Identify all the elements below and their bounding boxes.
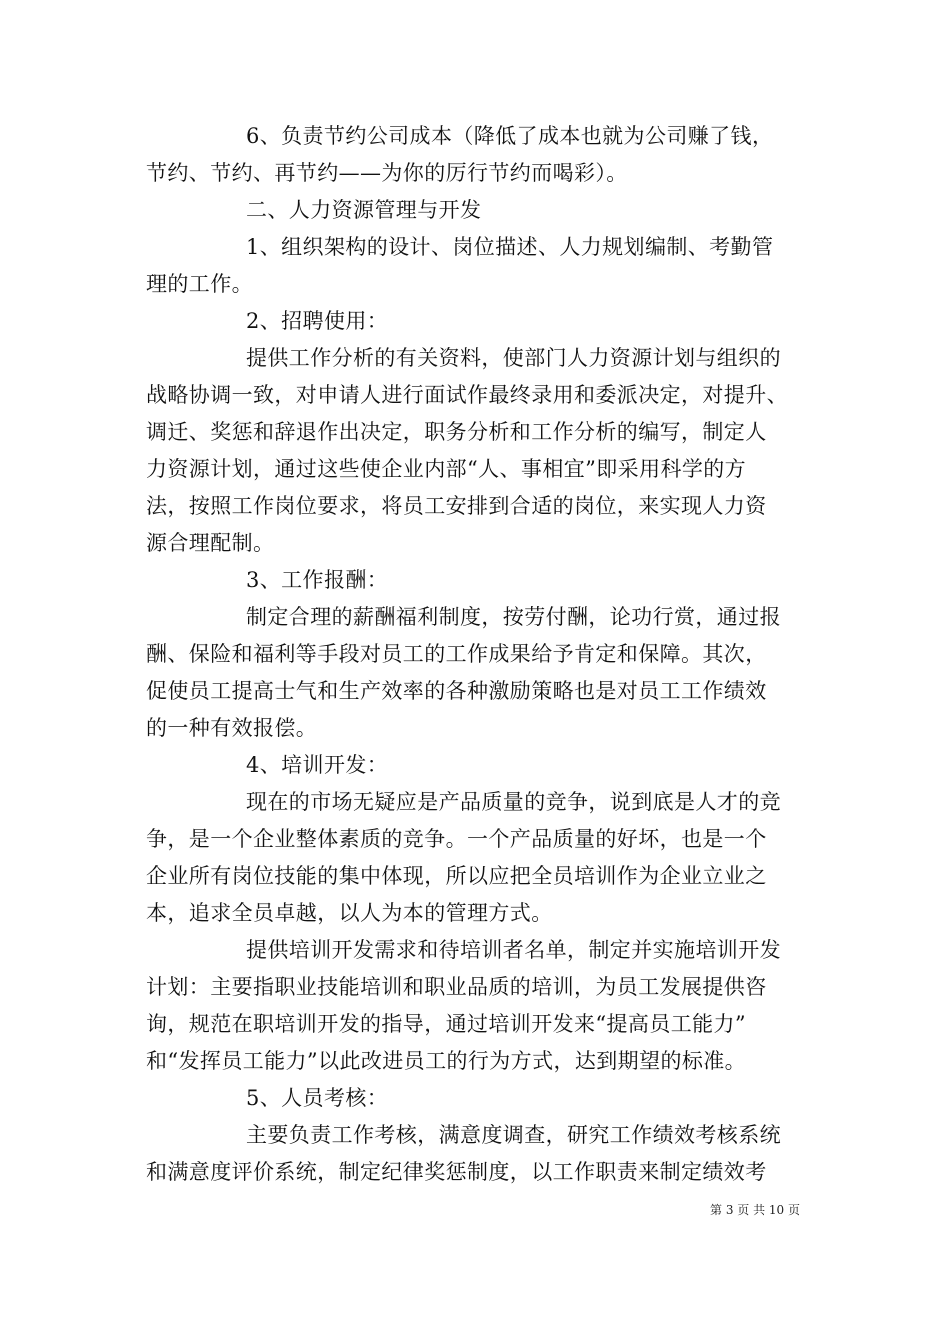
text-line: 提供工作分析的有关资料，使部门人力资源计划与组织的 [246,346,781,370]
text-line: 调迁、奖惩和辞退作出决定，职务分析和工作分析的编写，制定人 [146,420,767,444]
subheading: 3、工作报酬： [246,568,389,592]
text-line: 的一种有效报偿。 [146,716,318,740]
text-line: 计划：主要指职业技能培训和职业品质的培训，为员工发展提供咨 [146,975,767,999]
text-line: 节约、节约、再节约——为你的厉行节约而喝彩）。 [146,161,628,185]
subheading: 5、人员考核： [246,1086,389,1110]
text-line: 本，追求全员卓越，以人为本的管理方式。 [146,901,553,925]
text-line: 酬、保险和福利等手段对员工的工作成果给予肯定和保障。其次， [146,642,767,666]
text-line: 制定合理的薪酬福利制度，按劳付酬，论功行赏，通过报 [246,605,781,629]
text-line: 理的工作。 [146,272,253,296]
text-line: 6、负责节约公司成本（降低了成本也就为公司赚了钱， [246,124,774,148]
text-line: 力资源计划，通过这些使企业内部“人、事相宜”即采用科学的方 [146,457,747,481]
text-line: 1、组织架构的设计、岗位描述、人力规划编制、考勤管 [246,235,774,259]
text-line: 提供培训开发需求和待培训者名单，制定并实施培训开发 [246,938,781,962]
text-line: 企业所有岗位技能的集中体现，所以应把全员培训作为企业立业之 [146,864,767,888]
text-line: 源合理配制。 [146,531,275,555]
text-line: 促使员工提高士气和生产效率的各种激励策略也是对员工工作绩效 [146,679,767,703]
subheading: 2、招聘使用： [246,309,389,333]
text-line: 现在的市场无疑应是产品质量的竞争，说到底是人才的竞 [246,790,781,814]
text-line: 主要负责工作考核，满意度调查，研究工作绩效考核系统 [246,1123,781,1147]
text-line: 战略协调一致，对申请人进行面试作最终录用和委派决定，对提升、 [146,383,788,407]
text-line: 法，按照工作岗位要求，将员工安排到合适的岗位，来实现人力资 [146,494,767,518]
subheading: 4、培训开发： [246,753,389,777]
text-line: 和“发挥员工能力”以此改进员工的行为方式，达到期望的标准。 [146,1049,747,1073]
text-line: 询，规范在职培训开发的指导，通过培训开发来“提高员工能力” [146,1012,747,1036]
text-line: 和满意度评价系统，制定纪律奖惩制度，以工作职责来制定绩效考 [146,1160,767,1184]
section-heading: 二、人力资源管理与开发 [246,198,482,222]
document-body [146,118,810,1191]
page-number: 第 3 页 共 10 页 [710,1203,800,1217]
text-line: 争，是一个企业整体素质的竞争。一个产品质量的好坏，也是一个 [146,827,767,851]
